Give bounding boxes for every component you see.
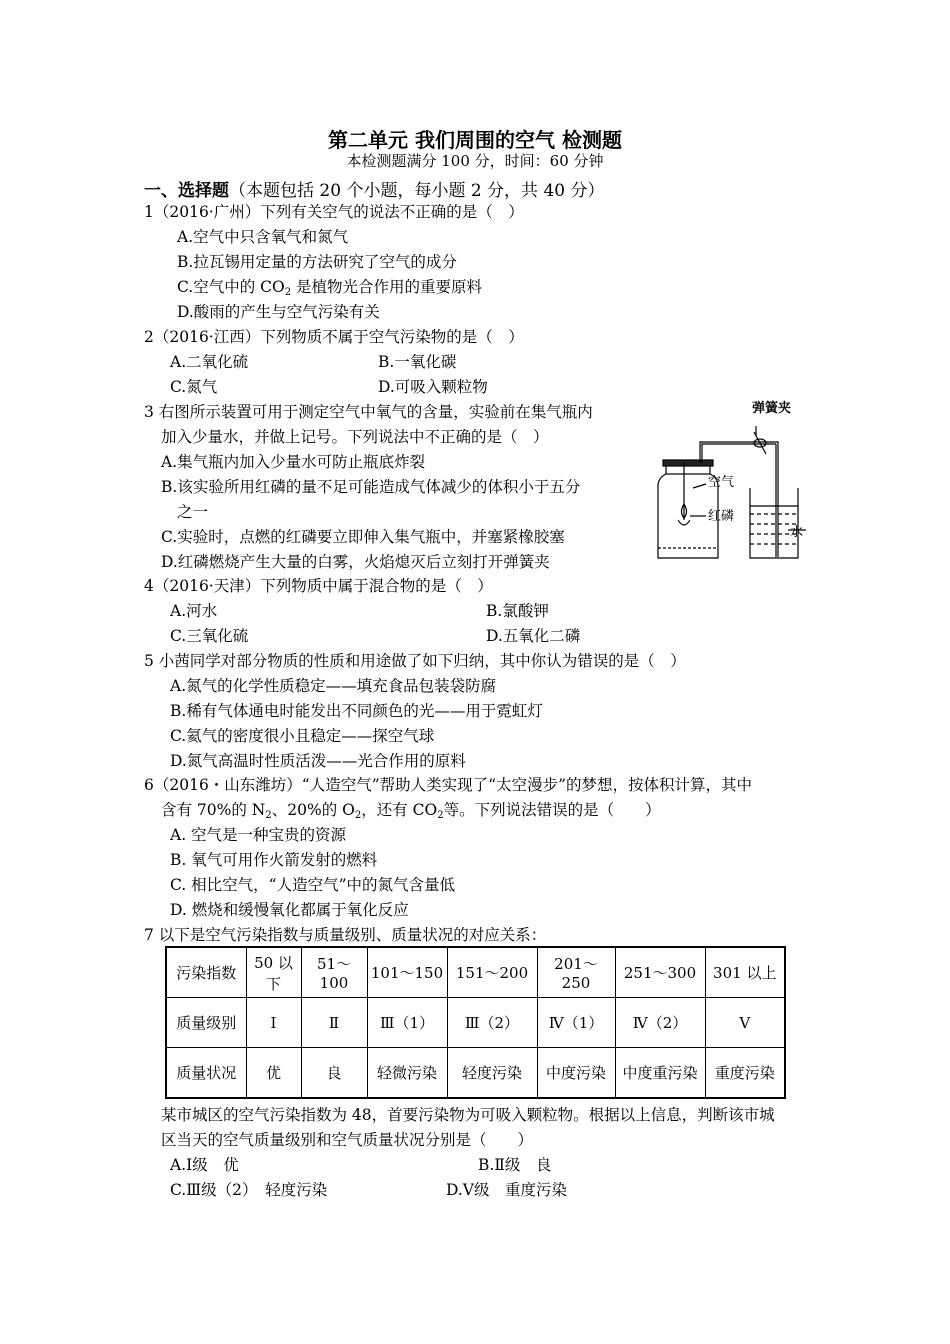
q2-option-b: B.一氧化碳: [378, 353, 457, 371]
q2-option-a: A.二氧化硫: [170, 353, 249, 371]
quality-level-row: [166, 998, 785, 1048]
q5-option-b: B.稀有气体通电时能发出不同颜色的光——用于霓虹灯: [170, 702, 543, 720]
q2-stem: 2（2016·江西）下列物质不属于空气污染物的是（ ）: [144, 328, 524, 346]
combustion-spoon-bowl: [678, 520, 690, 525]
table-cell: 中度重污染: [615, 1048, 705, 1099]
q6-stem-part-b: 、20%的 O: [271, 801, 355, 819]
table-cell: Ⅳ（2）: [615, 998, 705, 1048]
table-cell: 151～200: [447, 947, 537, 998]
q6-option-c: C. 相比空气，“人造空气”中的氮气含量低: [170, 876, 456, 894]
table-cell: 轻度污染: [447, 1048, 537, 1099]
q1-option-a: A.空气中只含氧气和氮气: [177, 228, 349, 246]
table-cell: 良: [301, 1048, 367, 1099]
q2-option-c: C.氮气: [170, 378, 218, 396]
table-cell: 50 以下: [246, 947, 301, 998]
q7-option-c: C.Ⅲ级（2） 轻度污染: [170, 1181, 328, 1199]
apparatus-diagram: [648, 392, 808, 568]
section-note: （本题包括 20 个小题，每小题 2 分，共 40 分）: [229, 181, 605, 201]
q2-option-d: D.可吸入颗粒物: [378, 378, 488, 396]
q6-stem-part-d: 等。下列说法错误的是（ ）: [443, 801, 661, 819]
q6-sub-o2: 2: [354, 810, 362, 821]
section-heading: [144, 176, 605, 201]
q4-stem: 4（2016·天津）下列物质中属于混合物的是（ ）: [144, 577, 493, 595]
q6-option-b: B. 氧气可用作火箭发射的燃料: [170, 851, 378, 869]
q5-stem: 5 小茜同学对部分物质的性质和用途做了如下归纳，其中你认为错误的是（ ）: [144, 652, 686, 670]
q1-option-c-sub: 2: [284, 287, 292, 298]
table-cell: Ⅳ（1）: [537, 998, 615, 1048]
table-cell: Ⅴ: [705, 998, 785, 1048]
q1-stem: 1（2016·广州）下列有关空气的说法不正确的是（ ）: [144, 203, 524, 221]
table-cell: 251～300: [615, 947, 705, 998]
q6-sub-co2: 2: [437, 810, 444, 821]
q4-option-a: A.河水: [170, 602, 218, 620]
aqi-table: [165, 946, 786, 1099]
page-title: 第二单元 我们周围的空气 检测题: [328, 128, 622, 152]
q4-option-b: B.氯酸钾: [486, 602, 549, 620]
beaker: [750, 488, 798, 558]
q4-option-d: D.五氧化二磷: [486, 627, 581, 645]
quality-status-row: [166, 1048, 785, 1099]
q7-text-line1: 某市城区的空气污染指数为 48，首要污染物为可吸入颗粒物。根据以上信息，判断该市城: [161, 1106, 775, 1124]
q1-option-d: D.酸雨的产生与空气污染有关: [177, 303, 380, 321]
rubber-stopper: [663, 460, 713, 466]
table-cell: 优: [246, 1048, 301, 1099]
q3-option-c: C.实验时，点燃的红磷要立即伸入集气瓶中，并塞紧橡胶塞: [161, 528, 565, 546]
q1-option-c-post: 是植物光合作用的重要原料: [291, 278, 483, 296]
q4-option-c: C.三氧化硫: [170, 627, 249, 645]
section-title: 一、选择题: [144, 181, 229, 201]
q3-option-b-cont: 之一: [177, 503, 209, 521]
table-cell: Ⅲ（1）: [367, 998, 447, 1048]
row-header-cell: 质量状况: [166, 1048, 246, 1099]
q3-stem-line2: 加入少量水，并做上记号。下列说法中不正确的是（ ）: [161, 428, 549, 446]
glass-tube-inner: [700, 444, 746, 462]
table-cell: 301 以上: [705, 947, 785, 998]
exam-info: 本检测题满分 100 分，时间：60 分钟: [346, 152, 604, 170]
label-spring-clamp: 弹簧夹: [752, 401, 792, 416]
table-cell: 101～150: [367, 947, 447, 998]
q7-option-a: A.Ⅰ级 优: [170, 1156, 239, 1174]
q6-stem-part-c: ，还有 CO: [361, 801, 438, 819]
q3-option-b: B.该实验所用红磷的量不足可能造成气体减少的体积小于五分: [161, 478, 581, 496]
q6-option-d: D. 燃烧和缓慢氧化都属于氧化反应: [170, 901, 409, 919]
q7-option-b: B.Ⅱ级 良: [478, 1156, 552, 1174]
q5-option-c: C.氦气的密度很小且稳定——探空气球: [170, 727, 435, 745]
q1-option-c-pre: C.空气中的 CO: [177, 278, 285, 296]
q5-option-d: D.氮气高温时性质活泼——光合作用的原料: [170, 752, 466, 770]
q7-stem: 7 以下是空气污染指数与质量级别、质量状况的对应关系：: [144, 926, 547, 944]
q5-option-a: A.氮气的化学性质稳定——填充食品包装袋防腐: [170, 677, 497, 695]
table-cell: Ⅲ（2）: [447, 998, 537, 1048]
table-cell: 51～100: [301, 947, 367, 998]
q7-option-d: D.Ⅴ级 重度污染: [446, 1181, 567, 1199]
q1-option-b: B.拉瓦锡用定量的方法研究了空气的成分: [177, 253, 457, 271]
q6-stem-line1: 6（2016・山东潍坊）“人造空气”帮助人类实现了“太空漫步”的梦想，按体积计算，其中: [144, 776, 753, 794]
table-cell: 201～250: [537, 947, 615, 998]
q6-option-a: A. 空气是一种宝贵的资源: [170, 826, 347, 844]
q6-stem-line2: [161, 800, 661, 826]
q7-text-line2: 区当天的空气质量级别和空气质量状况分别是（ ）: [161, 1131, 534, 1149]
q3-stem-line1: 3 右图所示装置可用于测定空气中氧气的含量，实验前在集气瓶内: [144, 403, 593, 421]
glass-tube-left: [700, 442, 746, 462]
q1-option-c: [177, 277, 482, 303]
row-header-cell: 污染指数: [166, 947, 246, 998]
q3-option-d: D.红磷燃烧产生大量的白雾，火焰熄灭后立刻打开弹簧夹: [161, 553, 550, 571]
table-cell: Ⅱ: [301, 998, 367, 1048]
label-water: 水: [790, 525, 804, 540]
label-air: 空气: [708, 475, 735, 490]
q3-option-a: A.集气瓶内加入少量水可防止瓶底炸裂: [161, 453, 426, 471]
pollution-index-row: [166, 947, 785, 998]
table-cell: Ⅰ: [246, 998, 301, 1048]
table-cell: 中度污染: [537, 1048, 615, 1099]
air-label-pointer: [693, 484, 706, 488]
row-header-cell: 质量级别: [166, 998, 246, 1048]
table-cell: 重度污染: [705, 1048, 785, 1099]
q6-sub-n2: 2: [265, 810, 272, 821]
q6-stem-part-a: 含有 70%的 N: [161, 801, 266, 819]
table-cell: 轻微污染: [367, 1048, 447, 1099]
label-red-phosphorus: 红磷: [708, 509, 735, 524]
